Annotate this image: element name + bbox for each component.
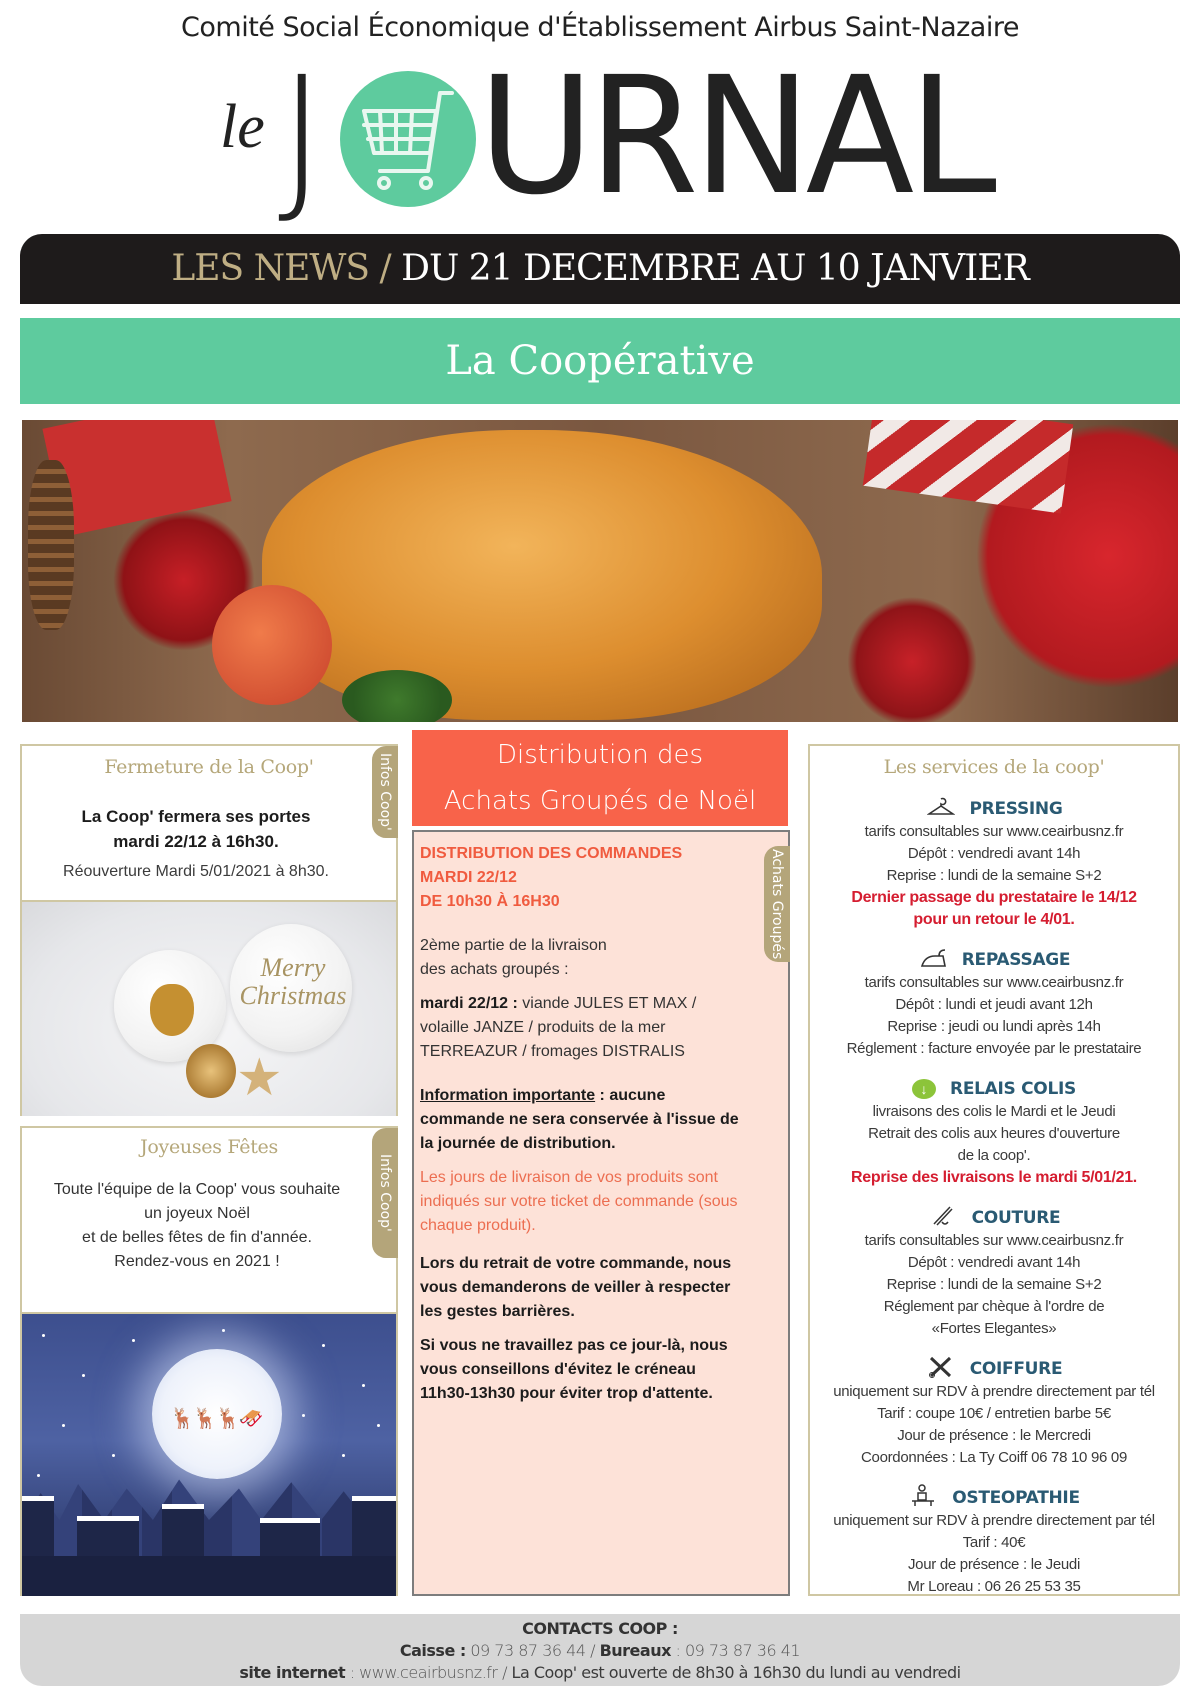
services-box bbox=[808, 744, 1180, 1596]
greeting-line: un joyeux Noël bbox=[144, 1205, 250, 1222]
organization-name: Comité Social Économique d'Établissement Airbus Saint-Nazaire bbox=[181, 12, 1019, 43]
hanger-icon bbox=[926, 797, 956, 821]
service-line: livraisons des colis le Mardi et le Jeudi bbox=[872, 1103, 1116, 1120]
iron-icon bbox=[918, 947, 948, 973]
service-line: Coordonnées : La Ty Coiff 06 78 10 96 09 bbox=[861, 1449, 1127, 1466]
logo-prefix: le bbox=[220, 93, 265, 161]
reindeer-face bbox=[150, 984, 194, 1036]
infos-coop-tab-2: Infos Coop' bbox=[372, 1128, 398, 1258]
products-list: viande JULES ET MAX / volaille JANZE / produits de la mer TERREAZUR / fromages DISTRALIS bbox=[420, 995, 697, 1060]
distribution-header bbox=[412, 730, 788, 826]
santa-sleigh-icon: 🦌🦌🦌🛷 bbox=[170, 1408, 262, 1430]
greeting-line: Toute l'équipe de la Coop' vous souhaite bbox=[53, 1181, 341, 1198]
service-repassage bbox=[810, 949, 1178, 1060]
closure-line-1: La Coop' fermera ses portes bbox=[81, 807, 311, 826]
service-line: de la coop'. bbox=[957, 1147, 1031, 1164]
logo-letter-j: J bbox=[278, 43, 326, 231]
holidays-title: Joyeuses Fêtes bbox=[140, 1136, 278, 1158]
shopping-cart-icon bbox=[340, 71, 476, 207]
service-line: uniquement sur RDV à prendre directement par tél bbox=[833, 1512, 1155, 1529]
service-line: tarifs consultables sur www.ceairbusnz.fr bbox=[864, 1232, 1124, 1249]
headline-line: DE 10h30 À 16H30 bbox=[420, 893, 560, 910]
service-pressing bbox=[810, 798, 1178, 931]
bureaux-phone[interactable]: : 09 73 87 36 41 bbox=[670, 1641, 801, 1660]
parcel-relay-icon: ↓ bbox=[912, 1079, 936, 1099]
star-ornament-icon: ★ bbox=[236, 1049, 283, 1107]
service-alert: Dernier passage du prestataire le 14/12 bbox=[851, 889, 1137, 906]
news-label: LES NEWS / bbox=[171, 248, 391, 289]
news-period-bar bbox=[20, 234, 1180, 304]
distribution-header-line-2: Achats Groupés de Noël bbox=[443, 786, 757, 816]
greeting-line: Rendez-vous en 2021 ! bbox=[114, 1253, 280, 1270]
news-period: DU 21 DECEMBRE AU 10 JANVIER bbox=[401, 248, 1029, 289]
delivery-days-note: Les jours de livraison de vos produits sont indiqués sur votre ticket de commande (sous chaque produit). bbox=[420, 1169, 738, 1234]
timing-advice-note: Si vous ne travaillez pas ce jour-là, nous vous conseillons d'évitez le créneau 11h30-13h30 pour éviter trop d'attente. bbox=[420, 1337, 728, 1402]
distribution-details bbox=[412, 830, 790, 1596]
service-coiffure bbox=[810, 1358, 1178, 1469]
holidays-greeting-box bbox=[20, 1126, 398, 1314]
headline-line: MARDI 22/12 bbox=[420, 869, 517, 886]
ornament-text: Merry Christmas bbox=[239, 953, 347, 1010]
section-title-bar: La Coopérative bbox=[20, 318, 1180, 404]
service-line: uniquement sur RDV à prendre directement par tél bbox=[833, 1383, 1155, 1400]
service-line: Mr Loreau : 06 26 25 53 35 bbox=[907, 1578, 1081, 1595]
barrier-gestures-note: Lors du retrait de votre commande, nous vous demanderons de veiller à respecter les gestes barrières. bbox=[420, 1255, 732, 1320]
merry-christmas-ornament bbox=[230, 924, 352, 1052]
delivery-date: mardi 22/12 : bbox=[420, 995, 518, 1012]
village-houses bbox=[22, 1486, 396, 1566]
service-line: Reprise : lundi de la semaine S+2 bbox=[886, 867, 1102, 884]
service-line: tarifs consultables sur www.ceairbusnz.fr bbox=[864, 974, 1124, 991]
hero-image-roast-chicken bbox=[22, 420, 1178, 722]
gift-box-right bbox=[863, 420, 1074, 513]
distribution-header-line-1: Distribution des bbox=[497, 740, 703, 770]
scissors-comb-icon bbox=[926, 1355, 956, 1383]
sewing-needle-icon bbox=[928, 1204, 958, 1232]
service-line: tarifs consultables sur www.ceairbusnz.fr bbox=[864, 823, 1124, 840]
achats-groupes-tab: Achats Groupés bbox=[764, 846, 790, 962]
opening-hours: La Coop' est ouverte de 8h30 à 16h30 du lundi au vendredi bbox=[506, 1663, 961, 1682]
headline-line: DISTRIBUTION DES COMMANDES bbox=[420, 845, 683, 862]
service-line: Retrait des colis aux heures d'ouverture bbox=[868, 1125, 1120, 1142]
broccoli bbox=[342, 670, 452, 722]
service-line: Dépôt : lundi et jeudi avant 12h bbox=[895, 996, 1093, 1013]
important-text: : aucune commande ne sera conservée à l'issue de la journée de distribution. bbox=[420, 1087, 739, 1152]
service-line: Dépôt : vendredi avant 14h bbox=[907, 845, 1081, 862]
service-line: Jour de présence : le Mercredi bbox=[897, 1427, 1091, 1444]
delivery-products bbox=[420, 992, 748, 1064]
service-line: Dépôt : vendredi avant 14h bbox=[907, 1254, 1081, 1271]
reopening-text: Réouverture Mardi 5/01/2021 à 8h30. bbox=[63, 863, 329, 880]
service-couture bbox=[810, 1207, 1178, 1340]
service-line: Jour de présence : le Jeudi bbox=[907, 1556, 1080, 1573]
infos-coop-tab: Infos Coop' bbox=[372, 746, 398, 838]
contacts-title: CONTACTS COOP : bbox=[522, 1619, 678, 1638]
closure-line-2: mardi 22/12 à 16h30. bbox=[113, 832, 279, 851]
service-name: PRESSING bbox=[969, 799, 1063, 819]
service-name: OSTEOPATHIE bbox=[952, 1488, 1080, 1508]
closure-strong bbox=[22, 804, 396, 854]
caisse-label: Caisse : bbox=[399, 1641, 466, 1660]
delivery-intro: 2ème partie de la livraison des achats groupés : bbox=[420, 937, 607, 978]
important-label: Information importante bbox=[420, 1087, 596, 1104]
santa-night-image bbox=[20, 1314, 398, 1596]
site-link[interactable]: : www.ceairbusnz.fr / bbox=[345, 1663, 507, 1682]
holidays-message bbox=[22, 1178, 396, 1274]
important-info bbox=[420, 1084, 748, 1156]
service-line: «Fortes Elegantes» bbox=[931, 1320, 1057, 1337]
service-line: Tarif : 40€ bbox=[962, 1534, 1026, 1551]
service-osteopathie bbox=[810, 1487, 1178, 1598]
tomato bbox=[212, 585, 332, 705]
service-line: Reprise : lundi de la semaine S+2 bbox=[886, 1276, 1102, 1293]
services-title: Les services de la coop' bbox=[883, 756, 1105, 778]
service-line: Reprise : jeudi ou lundi après 14h bbox=[887, 1018, 1101, 1035]
closure-notice-box bbox=[20, 744, 398, 902]
service-relais-colis bbox=[810, 1078, 1178, 1189]
pine-cone bbox=[28, 460, 74, 630]
service-alert: pour un retour le 4/01. bbox=[913, 911, 1075, 928]
journal-logo bbox=[220, 43, 991, 231]
greeting-line: et de belles fêtes de fin d'année. bbox=[82, 1229, 312, 1246]
distribution-headline bbox=[420, 842, 748, 914]
site-label: site internet bbox=[239, 1663, 346, 1682]
contacts-footer bbox=[20, 1614, 1180, 1686]
service-line: Tarif : coupe 10€ / entretien barbe 5€ bbox=[877, 1405, 1111, 1422]
massage-table-icon bbox=[908, 1484, 938, 1512]
gold-ornament bbox=[186, 1044, 236, 1098]
service-alert: Reprise des livraisons le mardi 5/01/21. bbox=[851, 1169, 1137, 1186]
service-name: REPASSAGE bbox=[961, 950, 1071, 970]
roast-chicken bbox=[262, 430, 822, 720]
caisse-phone[interactable]: 09 73 87 36 44 / bbox=[465, 1641, 595, 1660]
service-line: Réglement par chèque à l'ordre de bbox=[883, 1298, 1105, 1315]
bureaux-label: Bureaux bbox=[599, 1641, 671, 1660]
service-line: Réglement : facture envoyée par le prestataire bbox=[846, 1040, 1142, 1057]
service-name: COIFFURE bbox=[969, 1359, 1063, 1379]
service-name: COUTURE bbox=[971, 1208, 1061, 1228]
logo-rest: URNAL bbox=[478, 43, 991, 231]
ground bbox=[22, 1556, 396, 1596]
closure-title: Fermeture de la Coop' bbox=[104, 756, 314, 778]
christmas-ornaments-image bbox=[20, 902, 398, 1116]
service-name: RELAIS COLIS bbox=[950, 1079, 1076, 1099]
